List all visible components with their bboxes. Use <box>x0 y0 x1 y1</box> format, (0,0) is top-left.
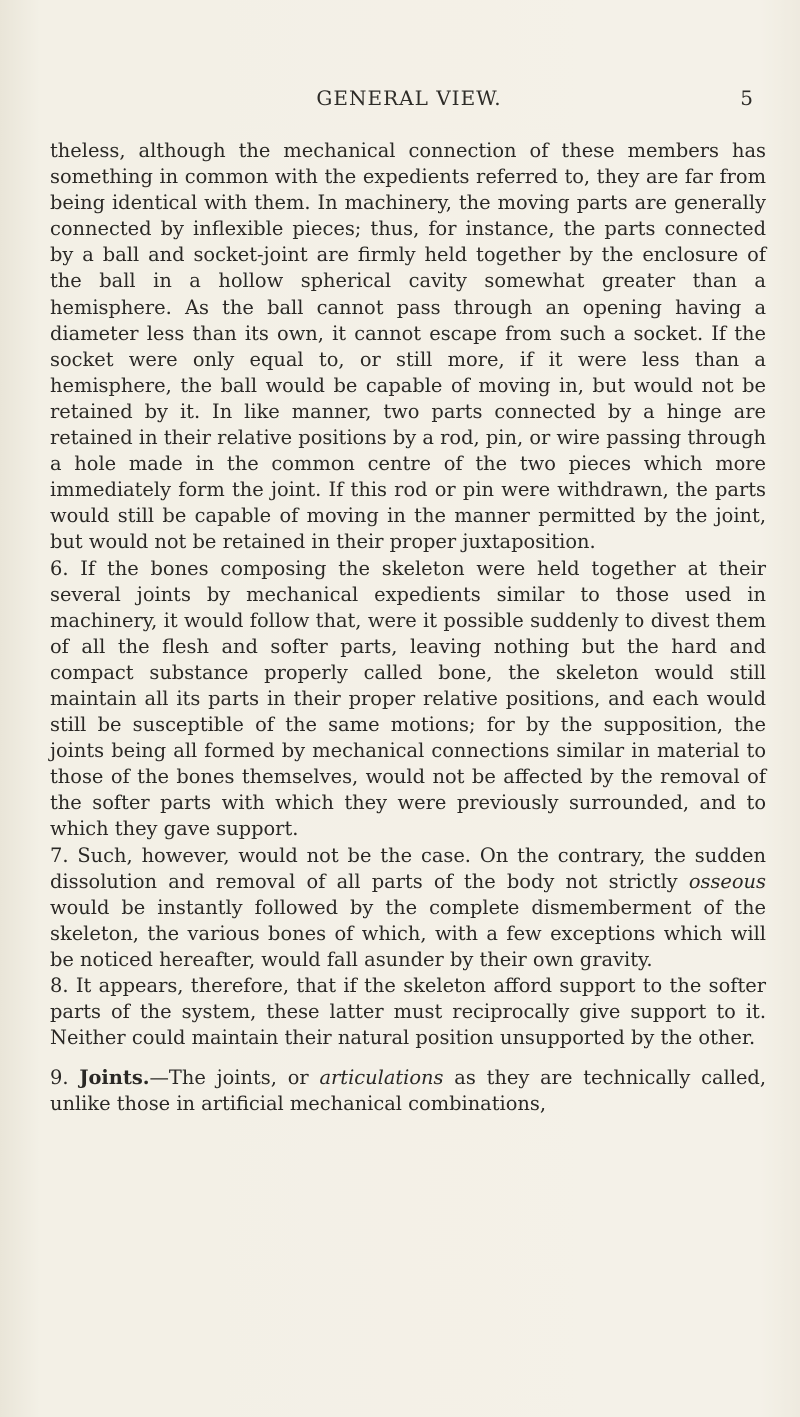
running-head <box>64 86 754 116</box>
paragraph-9-italic-term: articulations <box>319 1066 444 1090</box>
body-text <box>50 138 766 1117</box>
running-title: GENERAL VIEW. <box>316 86 502 110</box>
paragraph-8: 8. It appears, therefore, that if the skeleton afford support to the softer parts of the system, these latter must reciprocally give support to it. Neither could maintain their natural position unsupported by the other. <box>50 974 766 1050</box>
paragraph-9-text-before: The joints, or <box>168 1066 320 1090</box>
paragraph-9-dash: — <box>149 1066 169 1090</box>
paragraph-9-number: 9. <box>50 1066 69 1090</box>
page-number: 5 <box>740 86 754 110</box>
paragraph-continuation: theless, although the mechanical connection of these members has something in common with the expedients referred to, they are far from being identical with them. In machinery, the moving parts are generally connected by inflexible pieces; thus, for instance, the parts connected by a ball and socket-joint are firmly held together by the enclosure of the ball in a hollow spherical cavity somewhat greater than a hemisphere. As the ball cannot pass through an opening having a diameter less than its own, it cannot escape from such a socket. If the socket were only equal to, or still more, if it were less than a hemisphere, the ball would be capable of moving in, but would not be retained by it. In like manner, two parts connected by a hinge are retained in their relative positions by a rod, pin, or wire passing through a hole made in the common centre of the two pieces which more immediately form the joint. If this rod or pin were withdrawn, the parts would still be capable of moving in the manner permitted by the joint, but would not be retained in their proper juxtaposition. <box>50 139 766 554</box>
paragraph-7-italic-term: osseous <box>688 869 766 893</box>
paragraph-7-text-before: 7. Such, however, would not be the case. On the contrary, the sudden dissolution and removal of all parts of the body not strictly <box>50 843 766 893</box>
paragraph-9 <box>50 1065 766 1117</box>
paragraph-7 <box>50 843 766 973</box>
section-heading-joints: Joints. <box>79 1066 150 1090</box>
paragraph-6: 6. If the bones composing the skeleton were held together at their several joints by mechanical expedients similar to those used in machinery, it would follow that, were it possible suddenly to divest them of all the flesh and softer parts, leaving nothing but the hard and compact substance properly called bone, the skeleton would still maintain all its parts in their proper relative positions, and each would still be susceptible of the same motions; for by the supposition, the joints being all formed by mechanical connections similar in material to those of the bones themselves, would not be affected by the removal of the softer parts with which they were previously surrounded, and to which they gave support. <box>50 556 766 841</box>
paragraph-7-text-after: would be instantly followed by the complete dismemberment of the skeleton, the various bones of which, with a few exceptions which will be noticed hereafter, would fall asunder by their own gravity. <box>50 895 766 971</box>
paragraph-9-text-after: as they are technically called, unlike those in artificial mechanical combinations, <box>50 1066 766 1116</box>
